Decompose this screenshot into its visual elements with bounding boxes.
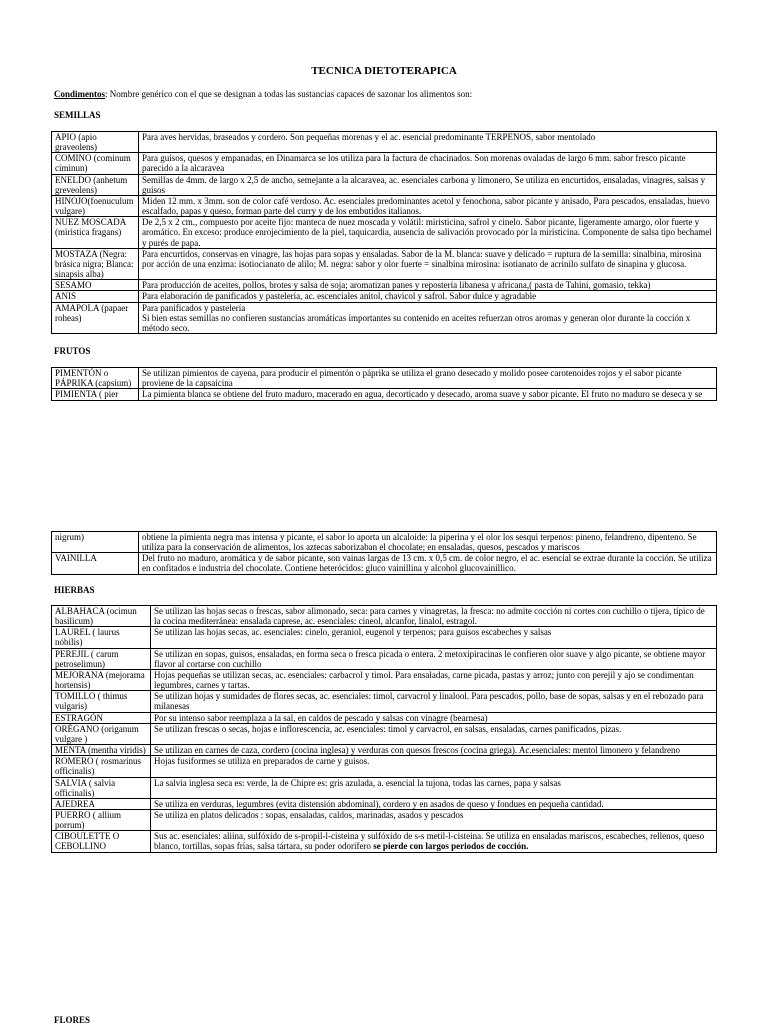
condiment-description-cell: Para aves hervidas, braseados y cordero. Son pequeñas morenas y el ac. esencial predominante TERPENOS, sabor mentolado bbox=[139, 132, 717, 153]
intro-paragraph bbox=[54, 89, 472, 99]
condiment-name-cell: PEREJIL ( carum petroselimun) bbox=[52, 648, 151, 669]
table-row bbox=[52, 798, 717, 809]
table-row bbox=[52, 132, 717, 153]
condiment-description-cell: Se utilizan en sopas, guisos, ensaladas, en forma seca o fresca picada o entera. 2 metoxipiracinas le confieren olor suave y algo picante, se obtiene mayor flavor al cortarse con cuchillo bbox=[151, 648, 717, 669]
condiment-name-cell: PIMIENTA ( pier bbox=[52, 389, 139, 401]
condiment-name-cell: LAUREL ( laurus nóbilis) bbox=[52, 627, 151, 648]
table-row bbox=[52, 809, 717, 830]
condiment-name-cell: AMAPOLA (papaer roheas) bbox=[52, 302, 139, 333]
condiment-name-cell: HINOJO(foenuculum vulgare) bbox=[52, 195, 139, 216]
condiment-name-cell: SALVIA ( salvia officinalis) bbox=[52, 777, 151, 798]
table-row bbox=[52, 174, 717, 195]
condiment-description-cell: Para panificados y pastelería Si bien estas semillas no confieren sustancias aromáticas importantes su contenido en aceites refuerzan otros aromas y generan olor durante la cocción x método seco. bbox=[139, 302, 717, 333]
condiment-description-cell: De 2,5 x 2 cm., compuesto por aceite fijo: manteca de nuez moscada y volátil: miristicina, safrol y cinelo. Sabor picante, ligeramente amargo, olor fuerte y aromático. En exceso: produce enrojecimiento de la piel, taquicardia, ausencia de salivación provocado por la miristicina. Componente de salsa tipo bechamel y purés de papa. bbox=[139, 217, 717, 248]
condiment-name-cell: MEJORANA (mejorama hortensis) bbox=[52, 669, 151, 690]
frutos-table-part2 bbox=[51, 531, 717, 575]
condiment-name-cell: PUERRO ( allium porrum) bbox=[52, 809, 151, 830]
table-row bbox=[52, 777, 717, 798]
table-row bbox=[52, 831, 717, 852]
section-heading-flores: FLORES bbox=[54, 1015, 91, 1025]
table-row bbox=[52, 217, 717, 248]
condiment-description-cell: Se utilizan pimientos de cayena, para producir el pimentón o páprika se utiliza el grano desecado y molido posee carotenoides rojos y el sabor picante proviene de la capsaicina bbox=[139, 368, 717, 389]
condiment-name-cell: TOMILLO ( thimus vulgaris) bbox=[52, 691, 151, 712]
condiment-name-cell: ALBAHACA (ocimun basilicum) bbox=[52, 606, 151, 627]
condiment-description-cell: Hojas pequeñas se utilizan secas, ac. esenciales: carbacrol y timol. Para ensaladas, carne picada, pastas y arroz; junto con perejil y ajo se condimentan legumbres, carnes y tartas. bbox=[151, 669, 717, 690]
table-row bbox=[52, 745, 717, 756]
condiment-description-cell: Para producción de aceites, pollos, brotes y salsa de soja; aromatizan panes y repostería libanesa y africana,( pasta de Tahini, gomasio, tekka) bbox=[139, 280, 717, 291]
condiment-description-cell: Se utilizan las hojas secas, ac. esenciales: cinelo, geraniol, eugenol y terpenos; para guisos escabeches y salsas bbox=[151, 627, 717, 648]
condiment-description-cell: La salvia inglesa seca es: verde, la de Chipre es: gris azulada, a. esencial la tujona, todas las carnes, papa y salsas bbox=[151, 777, 717, 798]
condiment-description-cell: Miden 12 mm. x 3mm. son de color café verdoso. Ac. esenciales predominantes acetol y fenochona, sabor picante y anisado, Para pescados, ensaladas, huevo escalfado, papas y queso, forman parte del curry y de los embutidos italianos. bbox=[139, 195, 717, 216]
table-row bbox=[52, 712, 717, 723]
table-row bbox=[52, 302, 717, 333]
condiment-description-cell: Se utilizan en carnes de caza, cordero (cocina inglesa) y verduras con quesos frescos (cocina griega). Ac.esenciales: mentol limonero y felandreno bbox=[151, 745, 717, 756]
condiment-name-cell: ROMERO ( rosmarinus officinalis) bbox=[52, 756, 151, 777]
condiment-name-cell: COMINO (cominum ciminun) bbox=[52, 153, 139, 174]
table-row bbox=[52, 723, 717, 744]
condiment-description-cell: Semillas de 4mm. de largo x 2,5 de ancho, semejante a la alcaravea, ac. esenciales carbona y limonero, Se utiliza en encurtidos, ensaladas, vinagres, salsas y guisos bbox=[139, 174, 717, 195]
section-heading-frutos: FRUTOS bbox=[54, 346, 91, 356]
table-row bbox=[52, 248, 717, 279]
hierbas-table bbox=[51, 605, 717, 853]
table-row bbox=[52, 532, 717, 553]
section-heading-hierbas: HIERBAS bbox=[54, 585, 95, 595]
condiment-name-cell: MOSTAZA (Negra: brásica nigra; Blanca: sinapsis alba) bbox=[52, 248, 139, 279]
condiment-name-cell: VAINILLA bbox=[52, 553, 139, 574]
condiment-description-cell: La pimienta blanca se obtiene del fruto maduro, macerado en agua, decorticado y desecado, aroma suave y sabor picante. El fruto no maduro se deseca y se bbox=[139, 389, 717, 401]
table-row bbox=[52, 389, 717, 401]
table-row bbox=[52, 291, 717, 302]
condiment-name-cell: ANIS bbox=[52, 291, 139, 302]
table-row bbox=[52, 606, 717, 627]
condiment-description-cell: Se utilizan las hojas secas o frescas, sabor alimonado, seca: para carnes y vinagretas, la fresca: no admite cocción ni cortes con cuchillo o tijera, típico de la cocina mediterránea: ensalada caprese, ac. esenciales: cineol, alcanfor, linalol, estragol. bbox=[151, 606, 717, 627]
condiment-description-cell: Hojas fusiformes se utiliza en preparados de carne y guisos. bbox=[151, 756, 717, 777]
section-heading-semillas: SEMILLAS bbox=[54, 110, 101, 120]
condiment-name-cell: SESAMO bbox=[52, 280, 139, 291]
table-row bbox=[52, 553, 717, 574]
table-row bbox=[52, 153, 717, 174]
condiment-description-cell: Para guisos, quesos y empanadas, en Dinamarca se los utiliza para la factura de chacinados. Son morenas ovaladas de largo 6 mm. sabor fresco picante parecido a la alcaravea bbox=[139, 153, 717, 174]
table-row bbox=[52, 280, 717, 291]
condiment-name-cell: nigrum) bbox=[52, 532, 139, 553]
intro-term: Condimentos bbox=[54, 89, 106, 99]
condiment-description-cell: Se utilizan frescas o secas, hojas e inflorescencia, ac. esenciales: timol y carvacrol, en salsas, ensaladas, carnes panificados, pizas. bbox=[151, 723, 717, 744]
semillas-table bbox=[51, 131, 717, 334]
condiment-name-cell: AJEDREA bbox=[52, 798, 151, 809]
condiment-description-cell: Se utilizan hojas y sumidades de flores secas, ac. esenciales: timol, carvacrol y linalool. Para pescados, pollo, base de sopas, salsas y en el rebozado para milanesas bbox=[151, 691, 717, 712]
frutos-table-part1 bbox=[51, 367, 717, 401]
table-row bbox=[52, 648, 717, 669]
condiment-description-cell: Por su intenso sabor reemplaza a la sal, en caldos de pescado y salsas con vinagre (bearnesa) bbox=[151, 712, 717, 723]
condiment-name-cell: ENELDO (anhetum greveolens) bbox=[52, 174, 139, 195]
condiment-name-cell: MENTA (mentha viridis) bbox=[52, 745, 151, 756]
condiment-name-cell: CIBOULETTE O CEBOLLINO bbox=[52, 831, 151, 852]
page-title: TECNICA DIETOTERAPICA bbox=[311, 65, 457, 77]
table-row bbox=[52, 195, 717, 216]
condiment-description-cell: Del fruto no maduro, aromática y de sabor picante, son vainas largas de 13 cm. x 0,5 cm. de color negro, el ac. esencial se extrae durante la cocción. Se utiliza en confitados e industria del chocolate. Contiene heterócidos: gluco vainillina y alcohol glucovainillico. bbox=[139, 553, 717, 574]
condiment-description-cell: Para elaboración de panificados y pastelería, ac. escenciales anitol, chavicol y safrol. Sabor dulce y agradable bbox=[139, 291, 717, 302]
table-row bbox=[52, 756, 717, 777]
condiment-name-cell: NUEZ MOSCADA (miristica fragans) bbox=[52, 217, 139, 248]
condiment-description-cell: Se utiliza en platos delicados : sopas, ensaladas, caldos, marinadas, asados y pescados bbox=[151, 809, 717, 830]
table-row bbox=[52, 669, 717, 690]
condiment-description-cell: obtiene la pimienta negra mas intensa y picante, el sabor lo aporta un alcaloide: la piperina y el olor los sesqui terpenos: pineno, felandreno, dipenteno. Se utiliza para la conservación de alimentos, los aztecas saborizaban el chocolate; en ensaladas, quesos, pescados y mariscos bbox=[139, 532, 717, 553]
table-row bbox=[52, 691, 717, 712]
condiment-name-cell: PIMENTÓN o PÁPRIKA (capsium) bbox=[52, 368, 139, 389]
table-row bbox=[52, 368, 717, 389]
condiment-name-cell: ORÉGANO (origanum vulgare ) bbox=[52, 723, 151, 744]
intro-text: : Nombre genérico con el que se designan a todas las sustancias capaces de sazonar los alimentos son: bbox=[105, 89, 473, 99]
condiment-description-cell: Sus ac. esenciales: aliina, sulfóxido de s-propil-l-cisteina y sulfóxido de s-s metil-l-cisteina. Se utiliza en ensaladas mariscos, escabeches, rellenos, queso blanco, tortillas, sopas frías, salsa tártara, su poder odorífero se pierde con largos periodos de cocción. bbox=[151, 831, 717, 852]
condiment-description-cell: Se utiliza en verduras, legumbres (evita distensión abdominal), cordero y en asados de queso y fondues en pequeña cantidad. bbox=[151, 798, 717, 809]
condiment-description-cell: Para encurtidos, conservas en vinagre, las hojas para sopas y ensaladas. Sabor de la M. blanca: suave y delicado = ruptura de la semilla: sinalbina, mirosina por acción de una enzima: isotiocianato de alilo; M. negra: sabor y olor fuerte = sinalbina mirosina: isotianato de acrinilo sulfato de sinapina y glucosa. bbox=[139, 248, 717, 279]
condiment-name-cell: APIO (apio graveolens) bbox=[52, 132, 139, 153]
table-row bbox=[52, 627, 717, 648]
condiment-name-cell: ESTRAGÓN bbox=[52, 712, 151, 723]
description-emphasis: se pierde con largos periodos de cocción. bbox=[373, 841, 529, 852]
